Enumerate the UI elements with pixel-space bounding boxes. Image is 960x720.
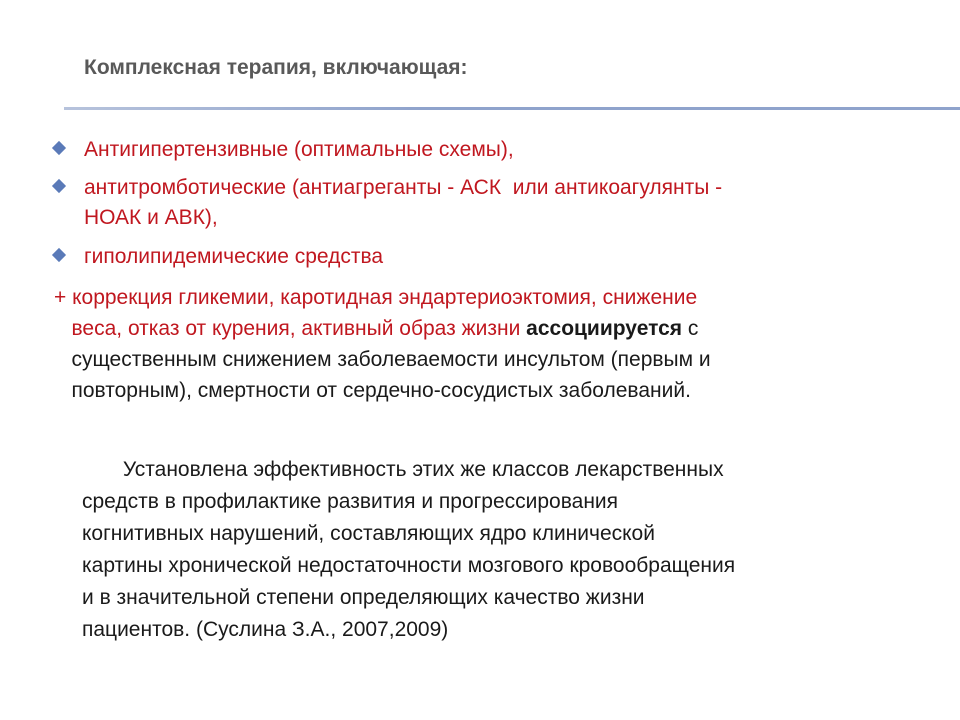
plus-line-1: + коррекция гликемии, каротидная эндартериоэктомия, снижение	[54, 286, 698, 309]
plus-line-3: существенным снижением заболеваемости инсультом (первым и	[54, 348, 711, 371]
plus-line-2	[54, 313, 914, 344]
bullet-text: Антигипертензивные (оптимальные схемы),	[84, 138, 514, 161]
citation-paragraph	[82, 454, 922, 646]
paragraph-line: Установлена эффективность этих же классов лекарственных	[82, 458, 724, 481]
emphasis-associated: ассоциируется	[526, 317, 683, 340]
diamond-bullet-icon	[52, 141, 66, 155]
diamond-bullet-icon	[52, 248, 66, 262]
paragraph-line: когнитивных нарушений, составляющих ядро клинической	[82, 522, 655, 545]
plus-line-4: повторным), смертности от сердечно-сосудистых заболеваний.	[54, 379, 691, 402]
paragraph-line: пациентов. (Суслина З.А., 2007,2009)	[82, 618, 449, 641]
paragraph-line: средств в профилактике развития и прогрессирования	[82, 490, 619, 513]
diamond-bullet-icon	[52, 179, 66, 193]
paragraph-line: и в значительной степени определяющих качество жизни	[82, 586, 645, 609]
plus-line-2-text: веса, отказ от курения, активный образ жизни	[54, 317, 527, 340]
bullet-text-continued: НОАК и АВК),	[84, 206, 218, 229]
title-underline	[64, 107, 960, 110]
slide-title: Комплексная терапия, включающая:	[84, 56, 468, 79]
bullet-text: антитромботические (антиагреганты - АСК или антикоагулянты -	[84, 176, 723, 199]
paragraph-line: картины хронической недостаточности мозгового кровообращения	[82, 554, 736, 577]
bullet-text: гиполипидемические средства	[84, 245, 384, 268]
plus-measures-block	[54, 282, 914, 406]
plus-line-2-tail: с	[682, 317, 699, 340]
